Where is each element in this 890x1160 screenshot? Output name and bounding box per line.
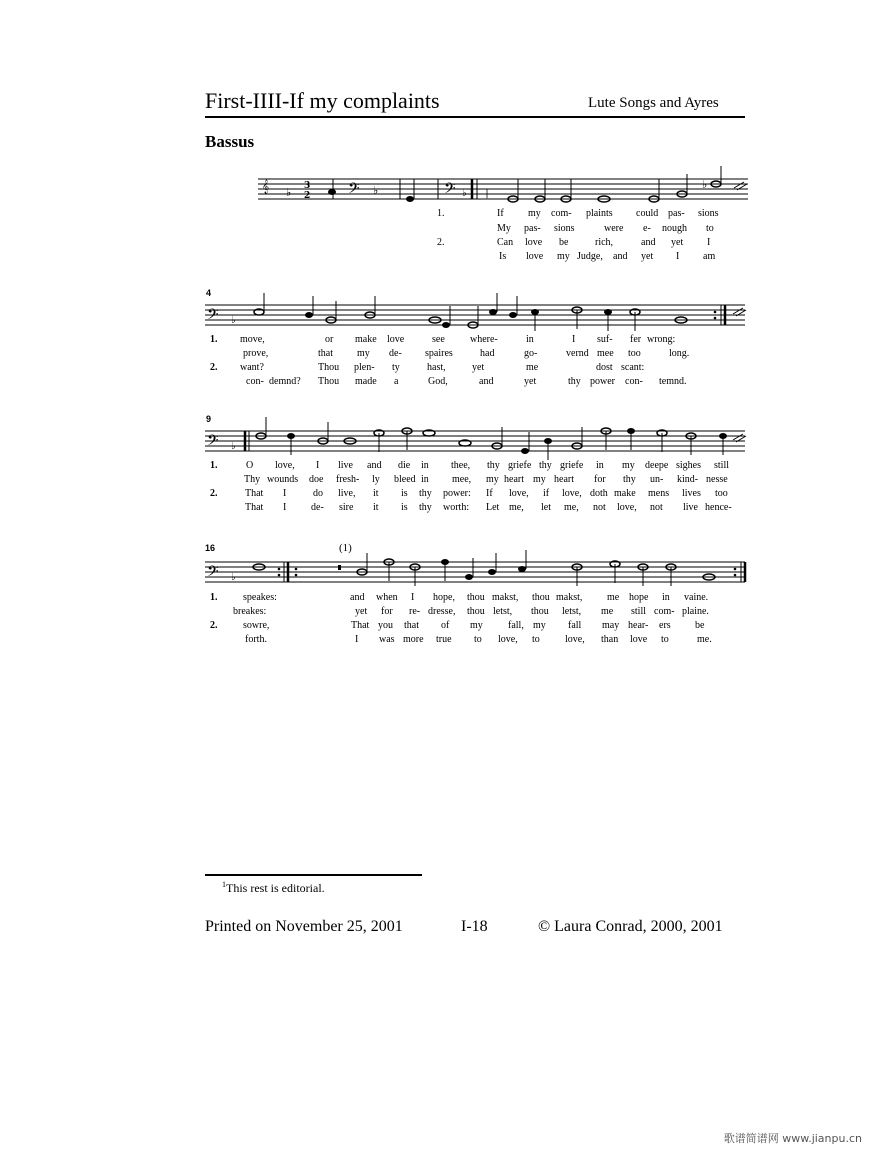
svg-text:𝄢: 𝄢: [348, 180, 360, 201]
verse-number: 2.: [210, 488, 218, 499]
lyric-word: make: [355, 334, 377, 345]
lyric-word: suf-: [597, 334, 613, 345]
lyric-word: move,: [240, 334, 265, 345]
lyric-word: in: [421, 474, 429, 485]
footnote-rule: [205, 874, 422, 876]
lyric-word: dost: [596, 362, 613, 373]
lyric-word: love,: [275, 460, 295, 471]
lyric-word: re-: [409, 606, 421, 617]
lyric-word: worth:: [443, 502, 470, 513]
lyric-word: me: [601, 606, 614, 617]
lyric-word: and: [350, 592, 365, 603]
lyric-word: love,: [565, 634, 585, 645]
lyric-word: thy: [623, 474, 636, 485]
copyright-notice: © Laura Conrad, 2000, 2001: [538, 918, 723, 935]
lyric-word: scant:: [621, 362, 645, 373]
svg-text:♭: ♭: [231, 315, 236, 326]
lyric-word: Thou: [318, 376, 340, 387]
lyric-word: to: [474, 634, 482, 645]
lyric-word: is: [401, 502, 408, 513]
lyric-word: my: [486, 474, 499, 485]
lyric-word: am: [703, 251, 716, 262]
lyric-word: where-: [470, 334, 498, 345]
footnote-text: This rest is editorial.: [226, 881, 325, 895]
lyric-word: for: [594, 474, 606, 485]
lyric-word: more: [403, 634, 424, 645]
lyric-word: If: [497, 208, 504, 219]
lyric-word: I: [355, 634, 359, 645]
lyric-word: I: [316, 460, 320, 471]
lyric-word: I: [283, 488, 287, 499]
collection-title: Lute Songs and Ayres: [588, 95, 719, 111]
lyric-word: for: [381, 606, 393, 617]
lyric-word: go-: [524, 348, 538, 359]
lyric-word: hence-: [705, 502, 732, 513]
lyric-word: may: [602, 620, 620, 631]
lyric-word: live: [683, 502, 698, 513]
verse-number: 1.: [210, 334, 218, 345]
lyric-word: Thy: [244, 474, 261, 485]
lyric-word: con-: [246, 376, 264, 387]
lyric-word: thy: [487, 460, 500, 471]
lyric-word: make: [614, 488, 636, 499]
lyric-word: in: [596, 460, 604, 471]
lyric-word: do: [313, 488, 323, 499]
lyric-word: is: [401, 488, 408, 499]
lyric-word: speakes:: [243, 592, 277, 603]
lyric-word: if: [543, 488, 550, 499]
staff-system-3: [205, 425, 750, 457]
svg-text:𝄢: 𝄢: [207, 563, 219, 584]
svg-text:♭: ♭: [702, 178, 708, 191]
lyric-word: makst,: [556, 592, 583, 603]
lyric-word: a: [394, 376, 399, 387]
lyric-word: were: [604, 223, 624, 234]
lyric-word: want?: [240, 362, 264, 373]
lyric-word: letst,: [562, 606, 582, 617]
lyric-word: My: [497, 223, 511, 234]
lyric-word: sire: [339, 502, 354, 513]
verse-number: 1.: [210, 592, 218, 603]
print-date: Printed on November 25, 2001: [205, 918, 403, 935]
page-number: I-18: [461, 918, 488, 935]
lyric-word: I: [411, 592, 415, 603]
lyric-word: ly: [372, 474, 380, 485]
lyric-word: ers: [659, 620, 671, 631]
lyric-word: pas-: [524, 223, 541, 234]
lyric-word: spaires: [425, 348, 453, 359]
lyric-word: still: [714, 460, 730, 471]
lyric-word: rich,: [595, 237, 614, 248]
lyric-word: dresse,: [428, 606, 456, 617]
lyric-word: love,: [617, 502, 637, 513]
lyric-word: Can: [497, 237, 514, 248]
lyric-word: my: [533, 620, 546, 631]
lyric-word: in: [421, 460, 429, 471]
lyric-word: to: [661, 634, 669, 645]
lyric-word: my: [622, 460, 635, 471]
lyric-word: kind-: [677, 474, 699, 485]
lyric-word: vernd: [566, 348, 589, 359]
lyric-word: O: [246, 460, 254, 471]
svg-text:𝄁: 𝄁: [486, 187, 488, 201]
lyric-word: love: [526, 251, 544, 262]
lyric-word: too: [628, 348, 641, 359]
lyric-word: in: [662, 592, 670, 603]
lyric-word: plaine.: [682, 606, 709, 617]
lyric-word: sighes: [676, 460, 701, 471]
lyric-word: and: [479, 376, 494, 387]
lyric-word: griefe: [508, 460, 532, 471]
lyric-word: fer: [630, 334, 642, 345]
lyric-word: wounds: [267, 474, 299, 485]
verse-number: 2.: [437, 237, 445, 248]
lyric-word: fall,: [508, 620, 524, 631]
lyric-word: vaine.: [684, 592, 709, 603]
lyric-word: I: [676, 251, 680, 262]
page-title: First-IIII-If my complaints: [205, 88, 440, 113]
lyric-word: Let: [486, 502, 500, 513]
lyric-word: makst,: [492, 592, 519, 603]
lyric-word: yet: [472, 362, 485, 373]
measure-number: 4: [206, 288, 212, 298]
lyric-word: my: [528, 208, 541, 219]
lyric-word: love: [525, 237, 543, 248]
lyric-word: yet: [641, 251, 654, 262]
lyric-word: plaints: [586, 208, 613, 219]
svg-text:2: 2: [304, 191, 311, 201]
svg-text:♭: ♭: [231, 441, 236, 452]
lyric-word: to: [532, 634, 540, 645]
lyric-word: my: [470, 620, 483, 631]
lyric-word: hope,: [433, 592, 455, 603]
lyric-word: That: [351, 620, 370, 631]
lyric-word: let: [541, 502, 551, 513]
lyric-word: Judge,: [577, 251, 603, 262]
lyric-word: yet: [355, 606, 368, 617]
svg-text:𝄞: 𝄞: [262, 179, 270, 193]
lyric-word: power: [590, 376, 615, 387]
lyric-word: my: [533, 474, 546, 485]
lyric-word: made: [355, 376, 377, 387]
lyric-word: demnd?: [269, 376, 301, 387]
lyric-word: pas-: [668, 208, 685, 219]
lyric-word: sions: [698, 208, 719, 219]
lyric-word: my: [357, 348, 370, 359]
lyric-word: I: [707, 237, 711, 248]
verse-number: 2.: [210, 620, 218, 631]
lyric-word: live: [338, 460, 353, 471]
lyric-word: too: [715, 488, 728, 499]
lyric-word: thy: [419, 502, 432, 513]
lyric-word: that: [318, 348, 333, 359]
staff-system-1: [258, 174, 750, 204]
lyric-word: That: [245, 502, 264, 513]
lyric-word: you: [378, 620, 393, 631]
lyric-word: Thou: [318, 362, 340, 373]
lyric-word: thou: [531, 606, 549, 617]
lyric-word: doe: [309, 474, 324, 485]
lyric-word: me: [526, 362, 539, 373]
lyric-word: un-: [650, 474, 664, 485]
lyric-word: was: [379, 634, 395, 645]
lyric-word: my: [557, 251, 570, 262]
lyric-word: nough: [662, 223, 687, 234]
lyric-word: e-: [643, 223, 651, 234]
lyric-word: I: [283, 502, 287, 513]
lyric-word: still: [631, 606, 647, 617]
lyric-word: thy: [539, 460, 552, 471]
lyric-word: fresh-: [336, 474, 360, 485]
editorial-rest-mark: (1): [339, 542, 352, 554]
lyric-word: heart: [554, 474, 574, 485]
lyric-word: me,: [564, 502, 579, 513]
lyric-word: hope: [629, 592, 649, 603]
lyric-word: and: [613, 251, 628, 262]
lyric-word: lives: [682, 488, 701, 499]
lyric-word: prove,: [243, 348, 269, 359]
footnote-mark: 1: [222, 880, 226, 889]
lyric-word: me: [607, 592, 620, 603]
lyric-word: to: [706, 223, 714, 234]
lyric-word: not: [650, 502, 663, 513]
lyric-word: wrong:: [647, 334, 676, 345]
lyric-word: con-: [625, 376, 643, 387]
svg-text:♭: ♭: [231, 572, 236, 583]
svg-text:𝄢: 𝄢: [444, 180, 456, 201]
lyric-word: fall: [568, 620, 582, 631]
lyric-word: deepe: [645, 460, 669, 471]
lyric-word: me.: [697, 634, 712, 645]
lyric-word: thou: [467, 606, 485, 617]
lyric-word: de-: [311, 502, 324, 513]
lyric-word: than: [601, 634, 619, 645]
measure-number: 9: [206, 414, 212, 424]
lyric-word: love: [387, 334, 405, 345]
lyric-word: live,: [338, 488, 356, 499]
lyric-word: yet: [524, 376, 537, 387]
lyric-word: true: [436, 634, 452, 645]
svg-text:♭: ♭: [462, 188, 467, 199]
lyric-word: com-: [654, 606, 675, 617]
lyric-word: forth.: [245, 634, 267, 645]
header-rule: [205, 116, 745, 118]
lyric-word: nesse: [706, 474, 728, 485]
lyric-word: love,: [562, 488, 582, 499]
verse-number: 1.: [437, 208, 445, 219]
staff-system-2: [205, 299, 750, 331]
lyric-word: it: [373, 488, 379, 499]
svg-text:3: 3: [304, 181, 311, 191]
lyric-word: heart: [504, 474, 524, 485]
lyric-word: when: [376, 592, 398, 603]
lyric-word: had: [480, 348, 495, 359]
lyric-word: bleed: [394, 474, 416, 485]
staff-system-4: [205, 556, 750, 588]
lyric-word: yet: [671, 237, 684, 248]
lyric-word: die: [398, 460, 411, 471]
lyric-word: That: [245, 488, 264, 499]
verse-number: 1.: [210, 460, 218, 471]
lyric-word: mee,: [452, 474, 472, 485]
lyric-word: If: [486, 488, 493, 499]
lyric-word: and: [641, 237, 656, 248]
lyric-word: power:: [443, 488, 471, 499]
lyric-word: griefe: [560, 460, 584, 471]
lyric-word: be: [695, 620, 705, 631]
lyric-word: God,: [428, 376, 448, 387]
lyric-word: not: [593, 502, 606, 513]
svg-text:♭: ♭: [286, 186, 292, 199]
lyric-word: or: [325, 334, 334, 345]
lyric-word: ty: [392, 362, 400, 373]
svg-text:𝄢: 𝄢: [207, 432, 219, 453]
measure-number: 16: [205, 543, 216, 553]
lyric-word: mee: [597, 348, 614, 359]
lyric-word: could: [636, 208, 659, 219]
lyric-word: Is: [499, 251, 507, 262]
lyric-word: plen-: [354, 362, 375, 373]
footnote: [222, 880, 325, 896]
svg-text:𝄢: 𝄢: [207, 306, 219, 327]
lyric-word: that: [404, 620, 419, 631]
lyric-word: sowre,: [243, 620, 270, 631]
lyric-word: love: [630, 634, 648, 645]
watermark: 歌谱简谱网 www.jianpu.cn: [723, 1132, 862, 1145]
lyric-word: mens: [648, 488, 670, 499]
lyric-word: hear-: [628, 620, 649, 631]
lyric-word: of: [441, 620, 450, 631]
verse-number: 2.: [210, 362, 218, 373]
lyric-word: be: [559, 237, 569, 248]
lyric-word: I: [572, 334, 576, 345]
lyric-word: letst,: [493, 606, 513, 617]
lyric-word: see: [432, 334, 445, 345]
lyric-word: love,: [498, 634, 518, 645]
lyric-word: in: [526, 334, 534, 345]
lyric-word: hast,: [427, 362, 446, 373]
part-name: Bassus: [205, 132, 255, 151]
lyric-word: thy: [419, 488, 432, 499]
lyric-word: thy: [568, 376, 581, 387]
lyric-word: sions: [554, 223, 575, 234]
lyric-word: breakes:: [233, 606, 267, 617]
lyric-word: long.: [669, 348, 690, 359]
svg-text:♭: ♭: [373, 184, 379, 197]
lyric-word: com-: [551, 208, 572, 219]
lyric-word: thou: [467, 592, 485, 603]
lyric-word: de-: [389, 348, 402, 359]
lyric-word: me,: [509, 502, 524, 513]
lyric-word: love,: [509, 488, 529, 499]
lyric-word: temnd.: [659, 376, 687, 387]
lyric-word: doth: [590, 488, 608, 499]
lyric-word: it: [373, 502, 379, 513]
lyric-word: thee,: [451, 460, 471, 471]
lyric-word: and: [367, 460, 382, 471]
lyric-word: thou: [532, 592, 550, 603]
